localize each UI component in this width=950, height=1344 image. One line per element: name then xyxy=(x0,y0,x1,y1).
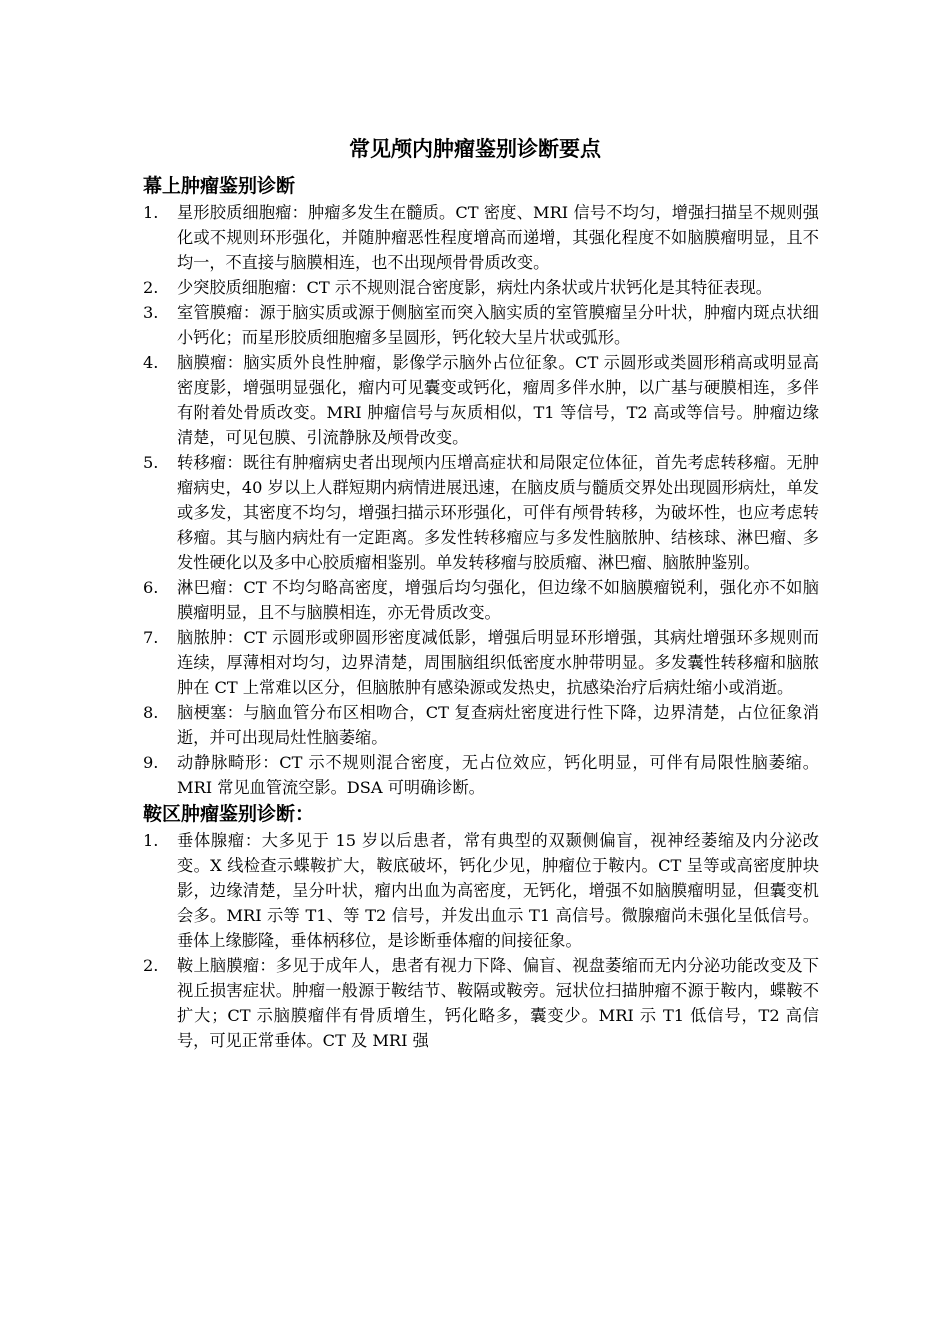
list-item xyxy=(143,700,819,750)
list-item xyxy=(143,450,819,575)
item-number: 5. xyxy=(143,453,159,472)
section-supratentorial xyxy=(143,172,819,800)
section-sellar xyxy=(143,800,819,1053)
item-number: 1. xyxy=(143,203,159,222)
item-text: 室管膜瘤：源于脑实质或源于侧脑室而突入脑实质的室管膜瘤呈分叶状，肿瘤内斑点状细小钙化；而星形胶质细胞瘤多呈圆形，钙化较大呈片状或弧形。 xyxy=(177,303,819,347)
list-item xyxy=(143,575,819,625)
item-number: 3. xyxy=(143,303,159,322)
item-number: 9. xyxy=(143,753,159,772)
item-text: 脑脓肿：CT 示圆形或卵圆形密度减低影，增强后明显环形增强，其病灶增强环多规则而连续，厚薄相对均匀，边界清楚，周围脑组织低密度水肿带明显。多发囊性转移瘤和脑脓肿在 CT 上常难以区分，但脑脓肿有感染源或发热史，抗感染治疗后病灶缩小或消逝。 xyxy=(177,628,819,697)
item-number: 7. xyxy=(143,628,159,647)
list-item xyxy=(143,275,819,300)
item-number: 4. xyxy=(143,353,159,372)
item-list xyxy=(143,828,819,1053)
section-heading: 幕上肿瘤鉴别诊断 xyxy=(143,175,296,197)
section-heading: 鞍区肿瘤鉴别诊断： xyxy=(143,803,315,825)
item-list xyxy=(143,200,819,800)
item-number: 2. xyxy=(143,956,159,975)
item-text: 少突胶质细胞瘤：CT 示不规则混合密度影，病灶内条状或片状钙化是其特征表现。 xyxy=(177,278,772,297)
item-text: 脑梗塞：与脑血管分布区相吻合，CT 复查病灶密度进行性下降，边界清楚，占位征象消逝，并可出现局灶性脑萎缩。 xyxy=(177,703,819,747)
item-number: 1. xyxy=(143,831,159,850)
list-item xyxy=(143,625,819,700)
item-number: 6. xyxy=(143,578,159,597)
document-body xyxy=(143,172,819,1053)
list-item xyxy=(143,350,819,450)
item-text: 脑膜瘤：脑实质外良性肿瘤，影像学示脑外占位征象。CT 示圆形或类圆形稍高或明显高密度影，增强明显强化，瘤内可见囊变或钙化，瘤周多伴水肿，以广基与硬膜相连，多伴有附着处骨质改变。MRI 肿瘤信号与灰质相似，T1 等信号，T2 高或等信号。肿瘤边缘清楚，可见包膜、引流静脉及颅骨改变。 xyxy=(177,353,819,447)
item-text: 转移瘤：既往有肿瘤病史者出现颅内压增高症状和局限定位体征，首先考虑转移瘤。无肿瘤病史，40 岁以上人群短期内病情进展迅速，在脑皮质与髓质交界处出现圆形病灶，单发或多发，其密度不均匀，增强扫描示环形强化，可伴有颅骨转移，为破坏性，也应考虑转移瘤。其与脑内病灶有一定距离。多发性转移瘤应与多发性脑脓肿、结核球、淋巴瘤、多发性硬化以及多中心胶质瘤相鉴别。单发转移瘤与胶质瘤、淋巴瘤、脑脓肿鉴别。 xyxy=(177,453,819,572)
item-text: 星形胶质细胞瘤：肿瘤多发生在髓质。CT 密度、MRI 信号不均匀，增强扫描呈不规则强化或不规则环形强化，并随肿瘤恶性程度增高而递增，其强化程度不如脑膜瘤明显，且不均一，不直接与脑膜相连，也不出现颅骨骨质改变。 xyxy=(177,203,819,272)
document-title: 常见颅内肿瘤鉴别诊断要点 xyxy=(349,137,601,161)
list-item xyxy=(143,828,819,953)
list-item xyxy=(143,953,819,1053)
item-text: 垂体腺瘤：大多见于 15 岁以后患者，常有典型的双颞侧偏盲，视神经萎缩及内分泌改变。X 线检查示蝶鞍扩大，鞍底破坏，钙化少见，肿瘤位于鞍内。CT 呈等或高密度肿块影，边缘清楚，呈分叶状，瘤内出血为高密度，无钙化，增强不如脑膜瘤明显，但囊变机会多。MRI 示等 T1、等 T2 信号，并发出血示 T1 高信号。微腺瘤尚未强化呈低信号。垂体上缘膨隆，垂体柄移位，是诊断垂体瘤的间接征象。 xyxy=(177,831,819,950)
item-number: 8. xyxy=(143,703,159,722)
item-number: 2. xyxy=(143,278,159,297)
item-text: 动静脉畸形：CT 示不规则混合密度，无占位效应，钙化明显，可伴有局限性脑萎缩。MRI 常见血管流空影。DSA 可明确诊断。 xyxy=(177,753,819,797)
item-text: 淋巴瘤：CT 不均匀略高密度，增强后均匀强化，但边缘不如脑膜瘤锐利，强化亦不如脑膜瘤明显，且不与脑膜相连，亦无骨质改变。 xyxy=(177,578,819,622)
list-item xyxy=(143,200,819,275)
list-item xyxy=(143,300,819,350)
list-item xyxy=(143,750,819,800)
item-text: 鞍上脑膜瘤：多见于成年人，患者有视力下降、偏盲、视盘萎缩而无内分泌功能改变及下视丘损害症状。肿瘤一般源于鞍结节、鞍隔或鞍旁。冠状位扫描肿瘤不源于鞍内，蝶鞍不扩大；CT 示脑膜瘤伴有骨质增生，钙化略多，囊变少。MRI 示 T1 低信号，T2 高信号，可见正常垂体。CT 及 MRI 强 xyxy=(177,956,819,1050)
